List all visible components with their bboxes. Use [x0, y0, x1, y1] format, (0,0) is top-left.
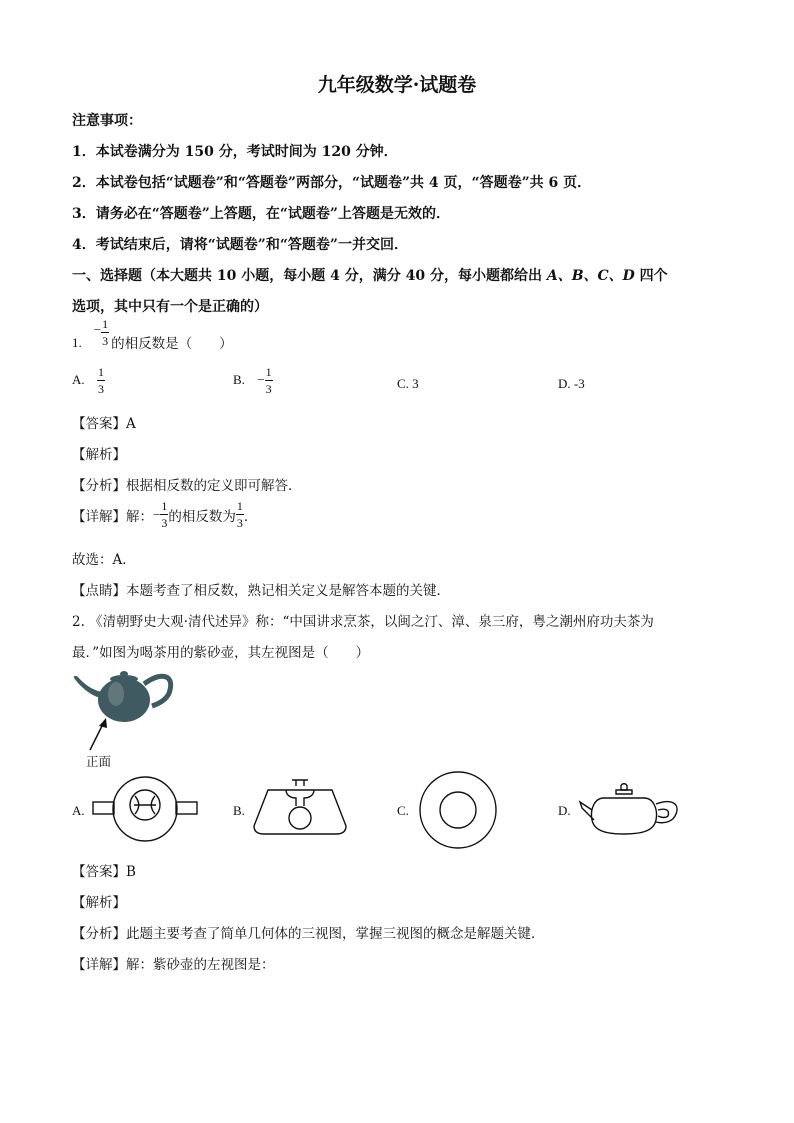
teapot-spout	[74, 676, 102, 698]
fraction: $\frac{1}{3}$	[236, 499, 243, 530]
option-a-figure	[90, 774, 200, 844]
option-c: C. 3	[397, 376, 419, 391]
detail-solution: 【详解】解：− $\frac{1}{3}$ 的相反数为 $\frac{1}{3}$ ．	[72, 499, 258, 530]
option-d: D. -3	[558, 376, 585, 391]
question-1-stem-text: 的相反数是（ ）	[111, 336, 233, 352]
option-label: B.	[233, 803, 245, 818]
detail-solution: 【详解】解：紫砂壶的左视图是：	[72, 957, 275, 973]
section-heading	[72, 265, 668, 285]
teapot-knob	[120, 671, 128, 677]
answer-label: 【答案】A	[72, 416, 136, 432]
notice-item: 3．请务必在“答题卷”上答题，在“试题卷”上答题是无效的．	[72, 206, 450, 222]
question-1-stem	[72, 317, 233, 353]
notice-item: 4．考试结束后，请将“试题卷”和“答题卷”一并交回．	[72, 237, 408, 253]
option-c-figure	[418, 770, 498, 850]
option-label: D.	[558, 803, 571, 818]
answer-label: 【答案】B	[72, 864, 136, 880]
notice-item: 2．本试卷包括“试题卷”和“答题卷”两部分，“试题卷”共 4 页，“答题卷”共 6 页．	[72, 175, 592, 191]
question-2-stem-line2: 最．”如图为喝茶用的紫砂壶，其左视图是（ ）	[72, 645, 370, 661]
option-a: A. $\frac{1}{3}$	[72, 365, 104, 396]
choice-line: 故选：A．	[72, 552, 136, 568]
analysis-label: 【解析】	[72, 447, 126, 463]
analysis-label: 【解析】	[72, 895, 126, 911]
section-heading-tail: 四个	[634, 268, 668, 284]
option-b-figure	[250, 774, 350, 838]
question-1-number: 1.	[72, 335, 82, 350]
fraction: $\frac{1}{3}$	[265, 365, 272, 396]
teapot-body	[98, 678, 150, 722]
teapot-highlight	[108, 682, 124, 706]
analysis-text: 【分析】根据相反数的定义即可解答．	[72, 478, 302, 494]
option-label: C.	[397, 803, 409, 818]
section-heading-line2: 选项，其中只有一个是正确的）	[72, 299, 268, 315]
option-b: B. − $\frac{1}{3}$	[233, 365, 272, 396]
notice-item: 1．本试卷满分为 150 分，考试时间为 120 分钟．	[72, 144, 398, 160]
fraction: $\frac{1}{3}$	[102, 317, 109, 348]
front-label: 正面	[86, 754, 112, 769]
section-heading-text: 一、选择题（本大题共 10 小题，每小题 4 分，满分 40 分，每小题都给出	[72, 268, 547, 284]
option-d-figure	[578, 780, 692, 840]
notice-heading: 注意事项：	[72, 113, 142, 129]
remark-text: 【点睛】本题考查了相反数，熟记相关定义是解答本题的关键．	[72, 583, 450, 599]
question-2-stem: 2. 《清朝野史大观·清代述异》称：“中国讲求烹茶，以闽之汀、漳、泉三府，粤之潮州府功夫茶为	[72, 614, 654, 630]
page-title: 九年级数学·试题卷	[317, 74, 477, 96]
option-label: A.	[72, 803, 85, 818]
front-arrow	[84, 718, 114, 754]
section-option-letters: A、B、C、D	[546, 268, 635, 284]
analysis-text: 【分析】此题主要考查了简单几何体的三视图，掌握三视图的概念是解题关键．	[72, 926, 545, 942]
minus-sign: −	[93, 321, 102, 337]
fraction: $\frac{1}{3}$	[161, 499, 168, 530]
fraction: $\frac{1}{3}$	[97, 365, 104, 396]
